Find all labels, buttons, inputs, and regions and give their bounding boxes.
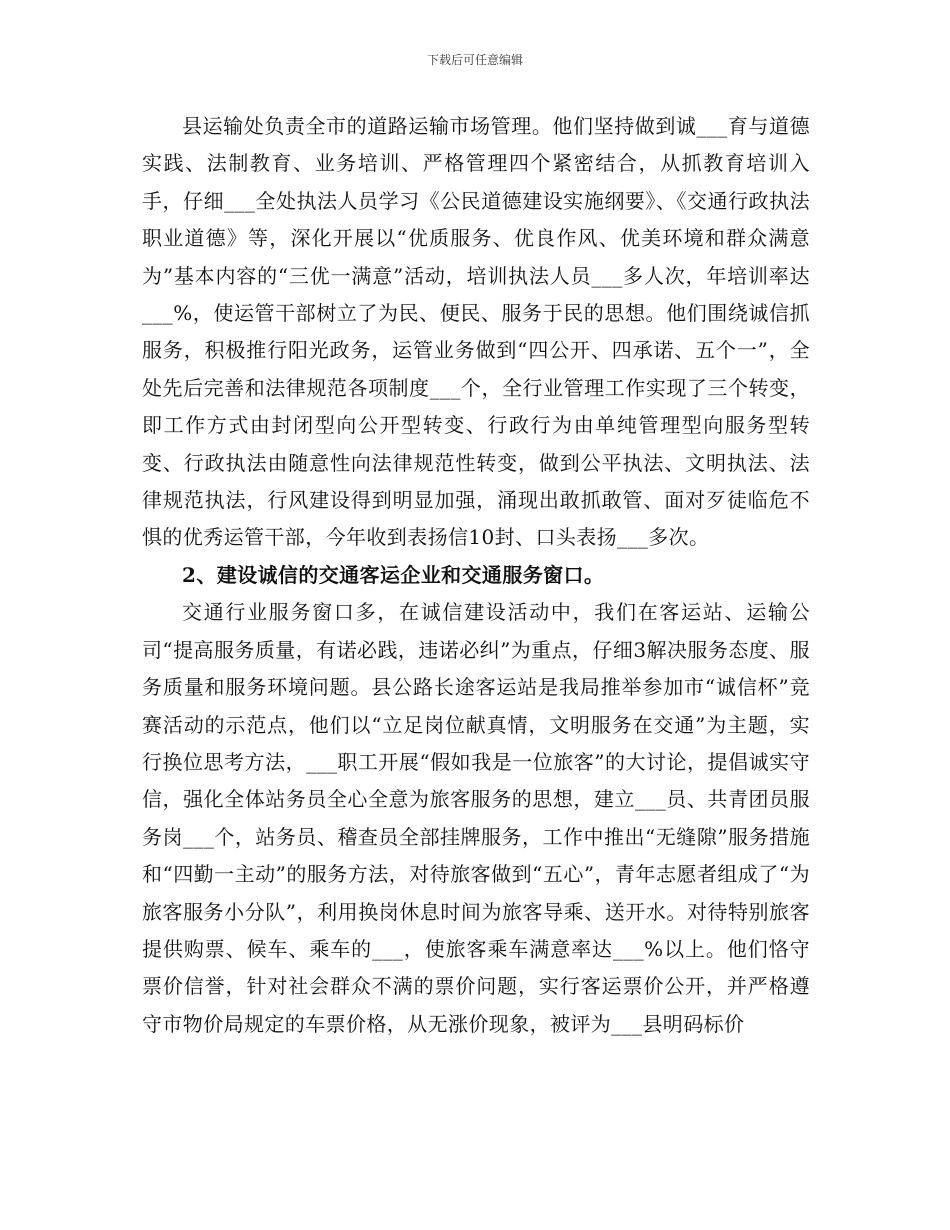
page-header: 下载后可任意编辑 bbox=[426, 53, 523, 67]
section-heading: 2、建设诚信的交通客运企业和交通服务窗口。 bbox=[182, 562, 605, 587]
paragraph-service-window: 交通行业服务窗口多，在诚信建设活动中，我们在客运站、运输公司“提高服务质量，有诺必践，违诺必纠”为重点，仔细3解决服务态度、服务质量和服务环境问题。县公路长途客运站是我局推举参加市“诚信杯”竞赛活动的示范点，他们以“立足岗位献真情，文明服务在交通”为主题，实行换位思考方法，___职工开展“假如我是一位旅客”的大讨论，提倡诚实守信，强化全体站务员全心全意为旅客服务的思想，建立___员、共青团员服务岗___个，站务员、稽查员全部挂牌服务，工作中推出“无缝隙”服务措施和“四勤一主动”的服务方法，对待旅客做到“五心”，青年志愿者组成了“为旅客服务小分队”，利用换岗休息时间为旅客导乘、送开水。对待特别旅客提供购票、候车、乘车的___，使旅客乘车满意率达___%以上。他们恪守票价信誉，针对社会群众不满的票价问题，实行客运票价公开，并严格遵守市物价局规定的车票价格，从无涨价现象，被评为___县明码标价 bbox=[142, 600, 810, 1036]
paragraph-transport-office: 县运输处负责全市的道路运输市场管理。他们坚持做到诚___育与道德实践、法制教育、业务培训、严格管理四个紧密结合，从抓教育培训入手，仔细___全处执法人员学习《公民道德建设实施纲要》、《交通行政执法职业道德》等，深化开展以“优质服务、优良作风、优美环境和群众满意为”基本内容的“三优一满意”活动，培训执法人员___多人次，年培训率达___%，使运管干部树立了为民、便民、服务于民的思想。他们围绕诚信抓服务，积极推行阳光政务，运管业务做到“四公开、四承诺、五个一”，全处先后完善和法律规范各项制度___个，全行业管理工作实现了三个转变，即工作方式由封闭型向公开型转变、行政行为由单纯管理型向服务型转变、行政执法由随意性向法律规范性转变，做到公平执法、文明执法、法律规范执法，行风建设得到明显加强，涌现出敢抓敢管、面对歹徒临危不惧的优秀运管干部，今年收到表扬信10封、口头表扬___多次。 bbox=[142, 114, 810, 550]
document-body bbox=[142, 108, 810, 1043]
